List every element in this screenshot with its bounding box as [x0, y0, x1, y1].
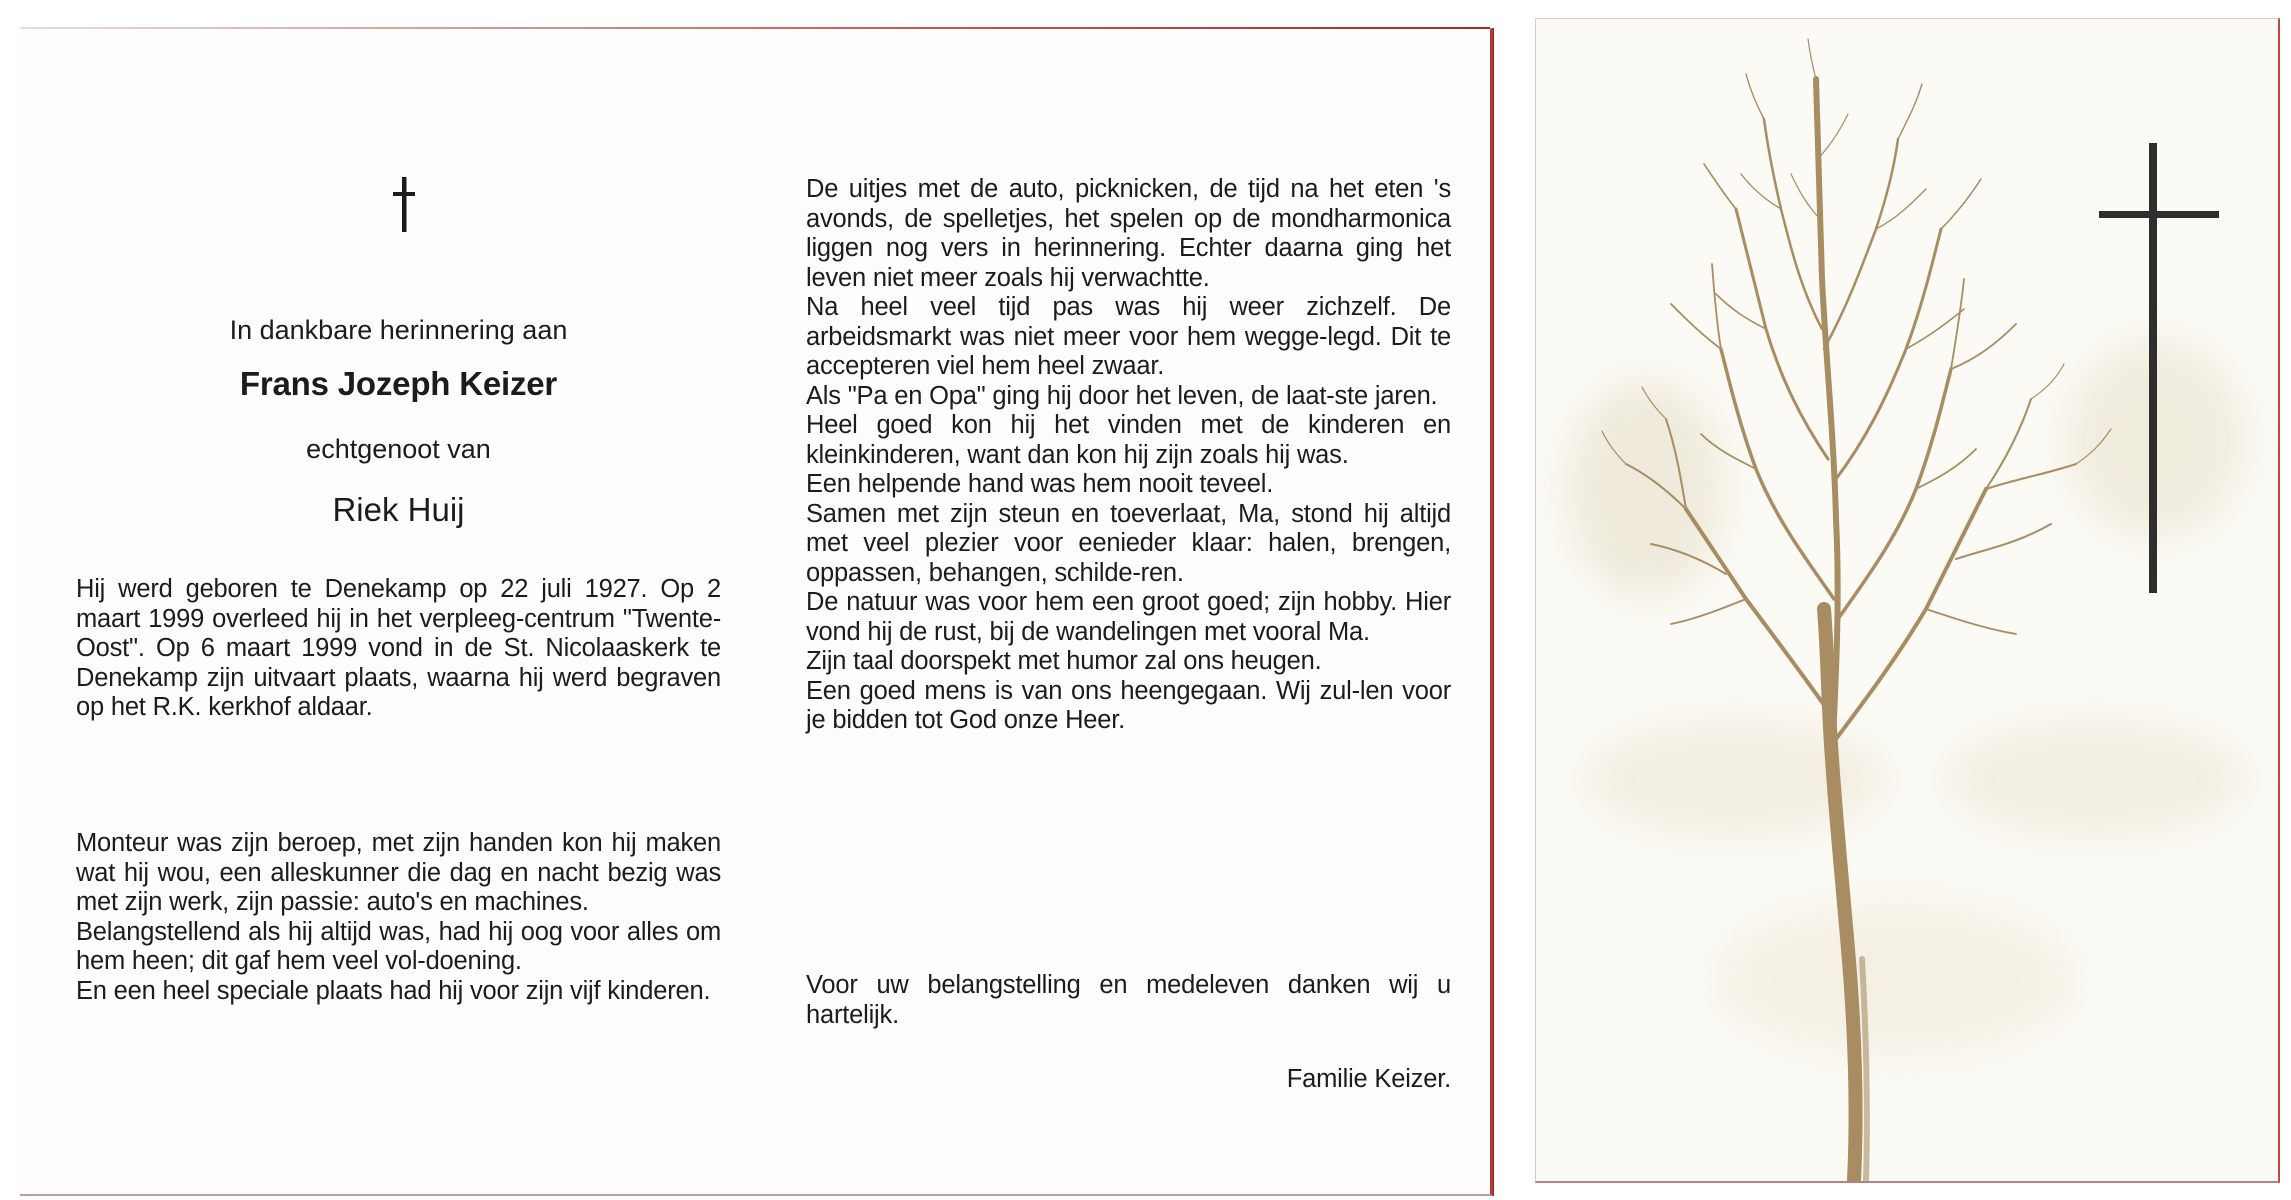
memories-paragraph: Als "Pa en Opa" ging hij door het leven, de laat-ste jaren.: [806, 381, 1438, 410]
biography-paragraph: Belangstellend als hij altijd was, had hij oog voor alles om hem heen; dit gaf hem veel vol-doening.: [76, 917, 721, 975]
memories-paragraph: Samen met zijn steun en toeverlaat, Ma, stond hij altijd met veel plezier voor eenieder klaar: halen, brengen, oppassen, behangen, schilde-ren.: [806, 499, 1451, 587]
spouse-name: Riek Huij: [332, 491, 465, 528]
cross-icon: [392, 177, 416, 232]
memories-paragraph: De uitjes met de auto, picknicken, de tijd na het eten 's avonds, de spelletjes, het spelen op de mondharmonica liggen nog vers in herinnering. Echter daarna ging het leven niet meer zoals hij verwachtte.: [806, 175, 1451, 292]
memories-paragraph: De natuur was voor hem een groot goed; zijn hobby. Hier vond hij de rust, bij de wandelingen met vooral Ma.: [806, 588, 1451, 646]
biography-section: [76, 829, 721, 1006]
biography-paragraph: Monteur was zijn beroep, met zijn handen kon hij maken wat hij wou, een alleskunner die dag en nacht bezig was met zijn werk, zijn passie: auto's en machines.: [76, 829, 721, 916]
memories-paragraph: Een helpende hand was hem nooit teveel.: [806, 470, 1274, 498]
relation-text: echtgenoot van: [306, 434, 491, 464]
deceased-name: Frans Jozeph Keizer: [239, 365, 558, 402]
memories-paragraph: Zijn taal doorspekt met humor zal ons heugen.: [806, 647, 1322, 675]
memorial-card-inside: [20, 28, 1493, 1196]
thanks-paragraph: Voor uw belangstelling en medeleven danken wij u hartelijk.: [806, 971, 1451, 1029]
biography-paragraph: Hij werd geboren te Denekamp op 22 juli 1927. Op 2 maart 1999 overleed hij in het verpleeg-centrum "Twente-Oost". Op 6 maart 1999 vond in de St. Nicolaaskerk te Denekamp zijn uitvaart plaats, waarna hij werd begraven op het R.K. kerkhof aldaar.: [76, 575, 721, 721]
intro-text: In dankbare herinnering aan: [229, 315, 568, 345]
signature: Familie Keizer.: [1286, 1065, 1451, 1093]
memories-section: [806, 175, 1451, 736]
memories-paragraph: Na heel veel tijd pas was hij weer zichzelf. De arbeidsmarkt was niet meer voor hem wegge-legd. Dit te accepteren viel hem heel zwaar.: [806, 293, 1451, 380]
card-edge: [20, 27, 1490, 29]
memories-paragraph: Een goed mens is van ons heengegaan. Wij zul-len voor je bidden tot God onze Heer.: [806, 676, 1451, 734]
memorial-card-front: [1535, 18, 2280, 1183]
biography-paragraph: En een heel speciale plaats had hij voor zijn vijf kinderen.: [76, 976, 711, 1005]
latin-cross-icon: [2099, 143, 2219, 593]
memories-paragraph: Heel goed kon hij het vinden met de kinderen en kleinkinderen, want dan kon hij zijn zoals hij was.: [806, 411, 1451, 469]
